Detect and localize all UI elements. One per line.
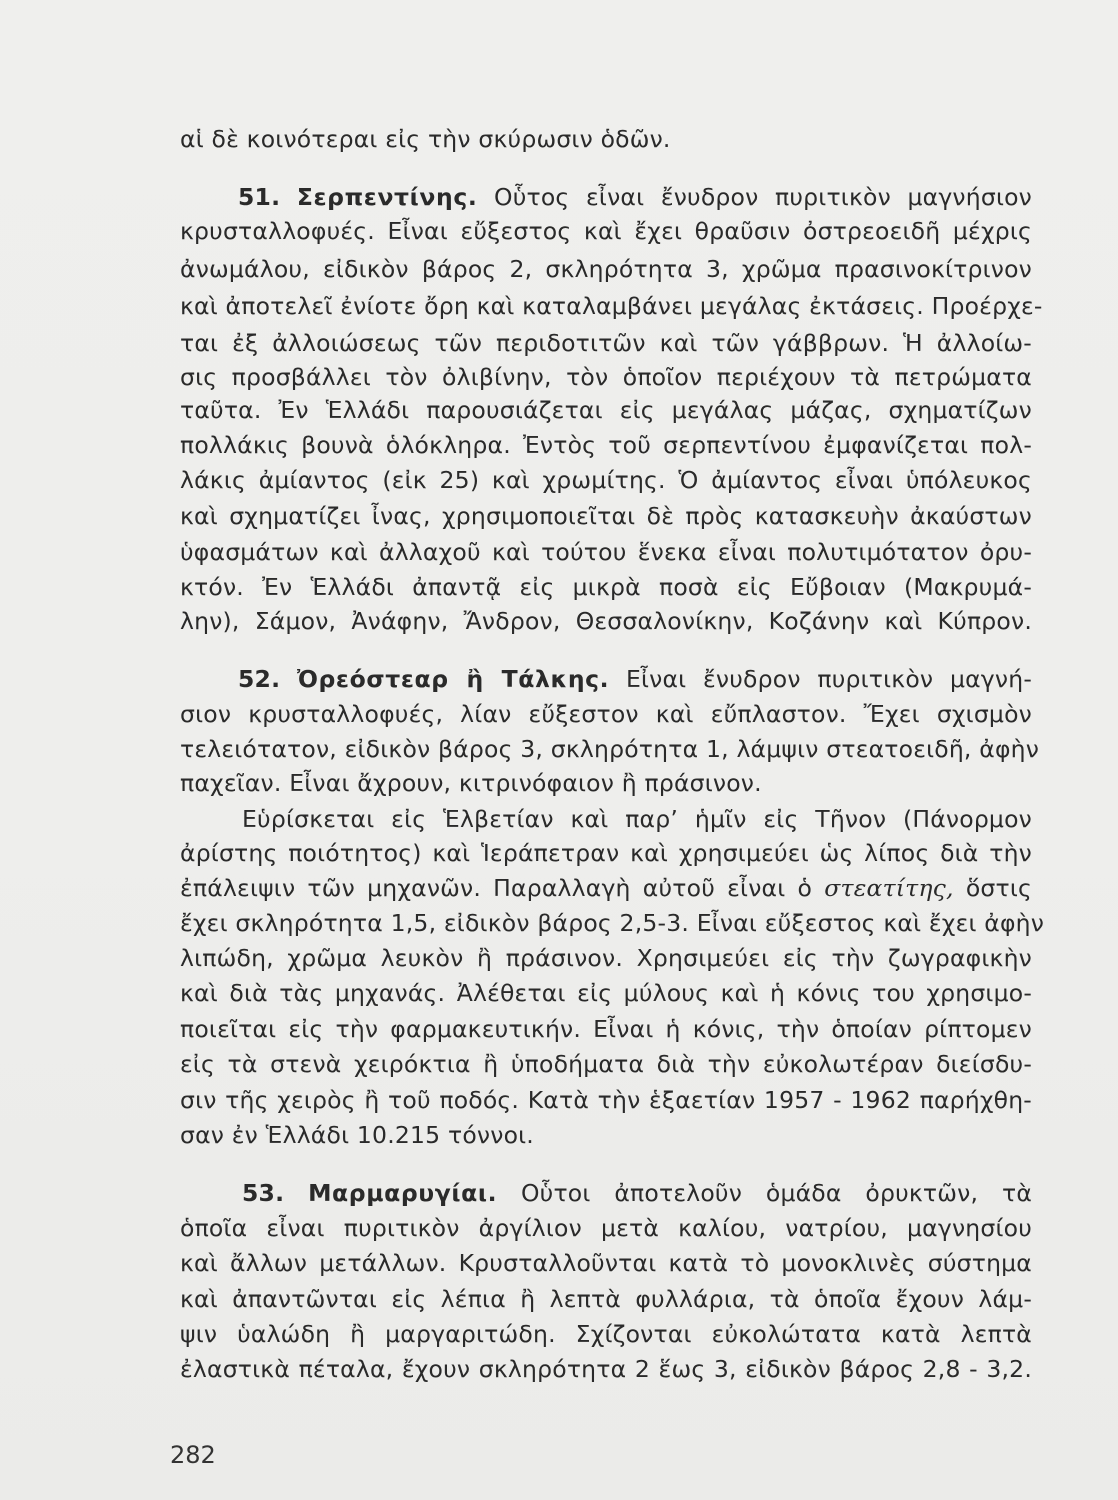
text-line: σαν ἐν Ἑλλάδι 10.215 τόννοι. xyxy=(180,1121,534,1149)
text-fragment: ὅστις xyxy=(965,874,1033,902)
section-lead-text: Οὗτος εἶναι ἔνυδρον πυριτικὸν μαγνήσιον xyxy=(494,183,1033,211)
text-line: λάκις ἀμίαντος (εἰκ 25) καὶ χρωμίτης. Ὁ ἀμίαντος εἶναι ὑπόλευκος xyxy=(180,466,1032,494)
text-line: καὶ σχηματίζει ἶνας, χρησιμοποιεῖται δὲ πρὸς κατασκευὴν ἀκαύστων xyxy=(180,502,1032,530)
text-line: κρυσταλλοφυές. Εἶναι εὔξεστος καὶ ἔχει θραῦσιν ὀστρεοειδῆ μέχρις xyxy=(180,217,1032,245)
text-line: λην), Σάμον, Ἀνάφην, Ἄνδρον, Θεσσαλονίκην, Κοζάνην καὶ Κύπρον. xyxy=(180,607,1032,635)
page-number: 282 xyxy=(170,1441,216,1469)
text-line: καὶ διὰ τὰς μηχανάς. Ἀλέθεται εἰς μύλους καὶ ἡ κόνις του χρησιμο- xyxy=(180,979,1032,1007)
text-line: ἐλαστικὰ πέταλα, ἔχουν σκληρότητα 2 ἕως 3, εἰδικὸν βάρος 2,8 - 3,2. xyxy=(180,1355,1032,1383)
section-term: Μαρμαρυγίαι. xyxy=(308,1179,498,1207)
section-lead-text: Εἶναι ἔνυδρον πυριτικὸν μαγνή- xyxy=(625,665,1032,693)
section-term: Ὀρεόστεαρ ἢ Τάλκης. xyxy=(296,665,610,693)
section-term: Σερπεντίνης. xyxy=(296,183,478,211)
text-line: ποιεῖται εἰς τὴν φαρμακευτικήν. Εἶναι ἡ κόνις, τὴν ὁποίαν ρίπτομεν xyxy=(180,1015,1032,1043)
text-line: πολλάκις βουνὰ ὁλόκληρα. Ἐντὸς τοῦ σερπεντίνου ἐμφανίζεται πολ- xyxy=(180,431,1032,459)
text-line: τελειότατον, εἰδικὸν βάρος 3, σκληρότητα 1, λάμψιν στεατοειδῆ, ἀφὴν xyxy=(180,735,1040,763)
section-53-heading-line xyxy=(180,1176,1032,1210)
text-line: σις προσβάλλει τὸν ὀλιβίνην, τὸν ὁποῖον περιέχουν τὰ πετρώματα xyxy=(180,363,1032,391)
text-line: αἱ δὲ κοινότεραι εἰς τὴν σκύρωσιν ὁδῶν. xyxy=(180,125,671,153)
section-number: 53. xyxy=(242,1179,285,1207)
section-52-heading-line xyxy=(180,662,1032,696)
text-line: κτόν. Ἐν Ἑλλάδι ἀπαντᾷ εἰς μικρὰ ποσὰ εἰς Εὔβοιαν (Μακρυμά- xyxy=(180,573,1032,601)
text-line: ται ἐξ ἀλλοιώσεως τῶν περιδοτιτῶν καὶ τῶν γάββρων. Ἡ ἀλλοίω- xyxy=(180,329,1032,357)
italic-term: στεατίτης, xyxy=(824,874,954,902)
text-line: καὶ ἄλλων μετάλλων. Κρυσταλλοῦνται κατὰ τὸ μονοκλινὲς σύστημα xyxy=(180,1249,1032,1277)
section-number: 52. xyxy=(238,665,281,693)
text-line: εἰς τὰ στενὰ χειρόκτια ἢ ὑποδήματα διὰ τὴν εὐκολωτέραν διείσδυ- xyxy=(180,1050,1032,1078)
text-line: ἔχει σκληρότητα 1,5, εἰδικὸν βάρος 2,5-3. Εἶναι εὔξεστος καὶ ἔχει ἀφὴν xyxy=(180,909,1045,937)
section-lead-text: Οὗτοι ἀποτελοῦν ὁμάδα ὀρυκτῶν, τὰ xyxy=(520,1179,1033,1207)
text-line xyxy=(180,871,1032,905)
text-line: καὶ ἀποτελεῖ ἐνίοτε ὄρη καὶ καταλαμβάνει μεγάλας ἐκτάσεις. Προέρχε- xyxy=(180,292,1043,320)
text-line: ἀρίστης ποιότητος) καὶ Ἱεράπετραν καὶ χρησιμεύει ὡς λίπος διὰ τὴν xyxy=(180,839,1032,867)
text-line: σιον κρυσταλλοφυές, λίαν εὔξεστον καὶ εὔπλαστον. Ἔχει σχισμὸν xyxy=(180,700,1032,728)
text-line: ὑφασμάτων καὶ ἀλλαχοῦ καὶ τούτου ἕνεκα εἶναι πολυτιμότατον ὀρυ- xyxy=(180,538,1032,566)
text-line: ψιν ὑαλώδη ἢ μαργαριτώδη. Σχίζονται εὐκολώτατα κατὰ λεπτὰ xyxy=(180,1320,1032,1348)
text-line: Εὑρίσκεται εἰς Ἑλβετίαν καὶ παρ’ ἡμῖν εἰς Τῆνον (Πάνορμον xyxy=(242,805,1032,833)
text-line: ὁποῖα εἶναι πυριτικὸν ἀργίλιον μετὰ καλίου, νατρίου, μαγνησίου xyxy=(180,1214,1032,1242)
text-line: λιπώδη, χρῶμα λευκὸν ἢ πράσινον. Χρησιμεύει εἰς τὴν ζωγραφικὴν xyxy=(180,944,1032,972)
section-number: 51. xyxy=(238,183,281,211)
text-fragment: ἐπάλειψιν τῶν μηχανῶν. Παραλλαγὴ αὐτοῦ εἶναι ὁ xyxy=(180,874,813,902)
text-line: παχεῖαν. Εἶναι ἄχρουν, κιτρινόφαιον ἢ πράσινον. xyxy=(180,769,762,797)
text-line: ἀνωμάλου, εἰδικὸν βάρος 2, σκληρότητα 3, χρῶμα πρασινοκίτρινον xyxy=(180,255,1032,283)
text-line: σιν τῆς χειρὸς ἢ τοῦ ποδός. Κατὰ τὴν ἑξαετίαν 1957 - 1962 παρήχθη- xyxy=(180,1086,1032,1114)
text-line: ταῦτα. Ἐν Ἑλλάδι παρουσιάζεται εἰς μεγάλας μάζας, σχηματίζων xyxy=(180,396,1032,424)
text-line: καὶ ἀπαντῶνται εἰς λέπια ἢ λεπτὰ φυλλάρια, τὰ ὁποῖα ἔχουν λάμ- xyxy=(180,1285,1032,1313)
section-51-heading-line xyxy=(180,180,1032,214)
